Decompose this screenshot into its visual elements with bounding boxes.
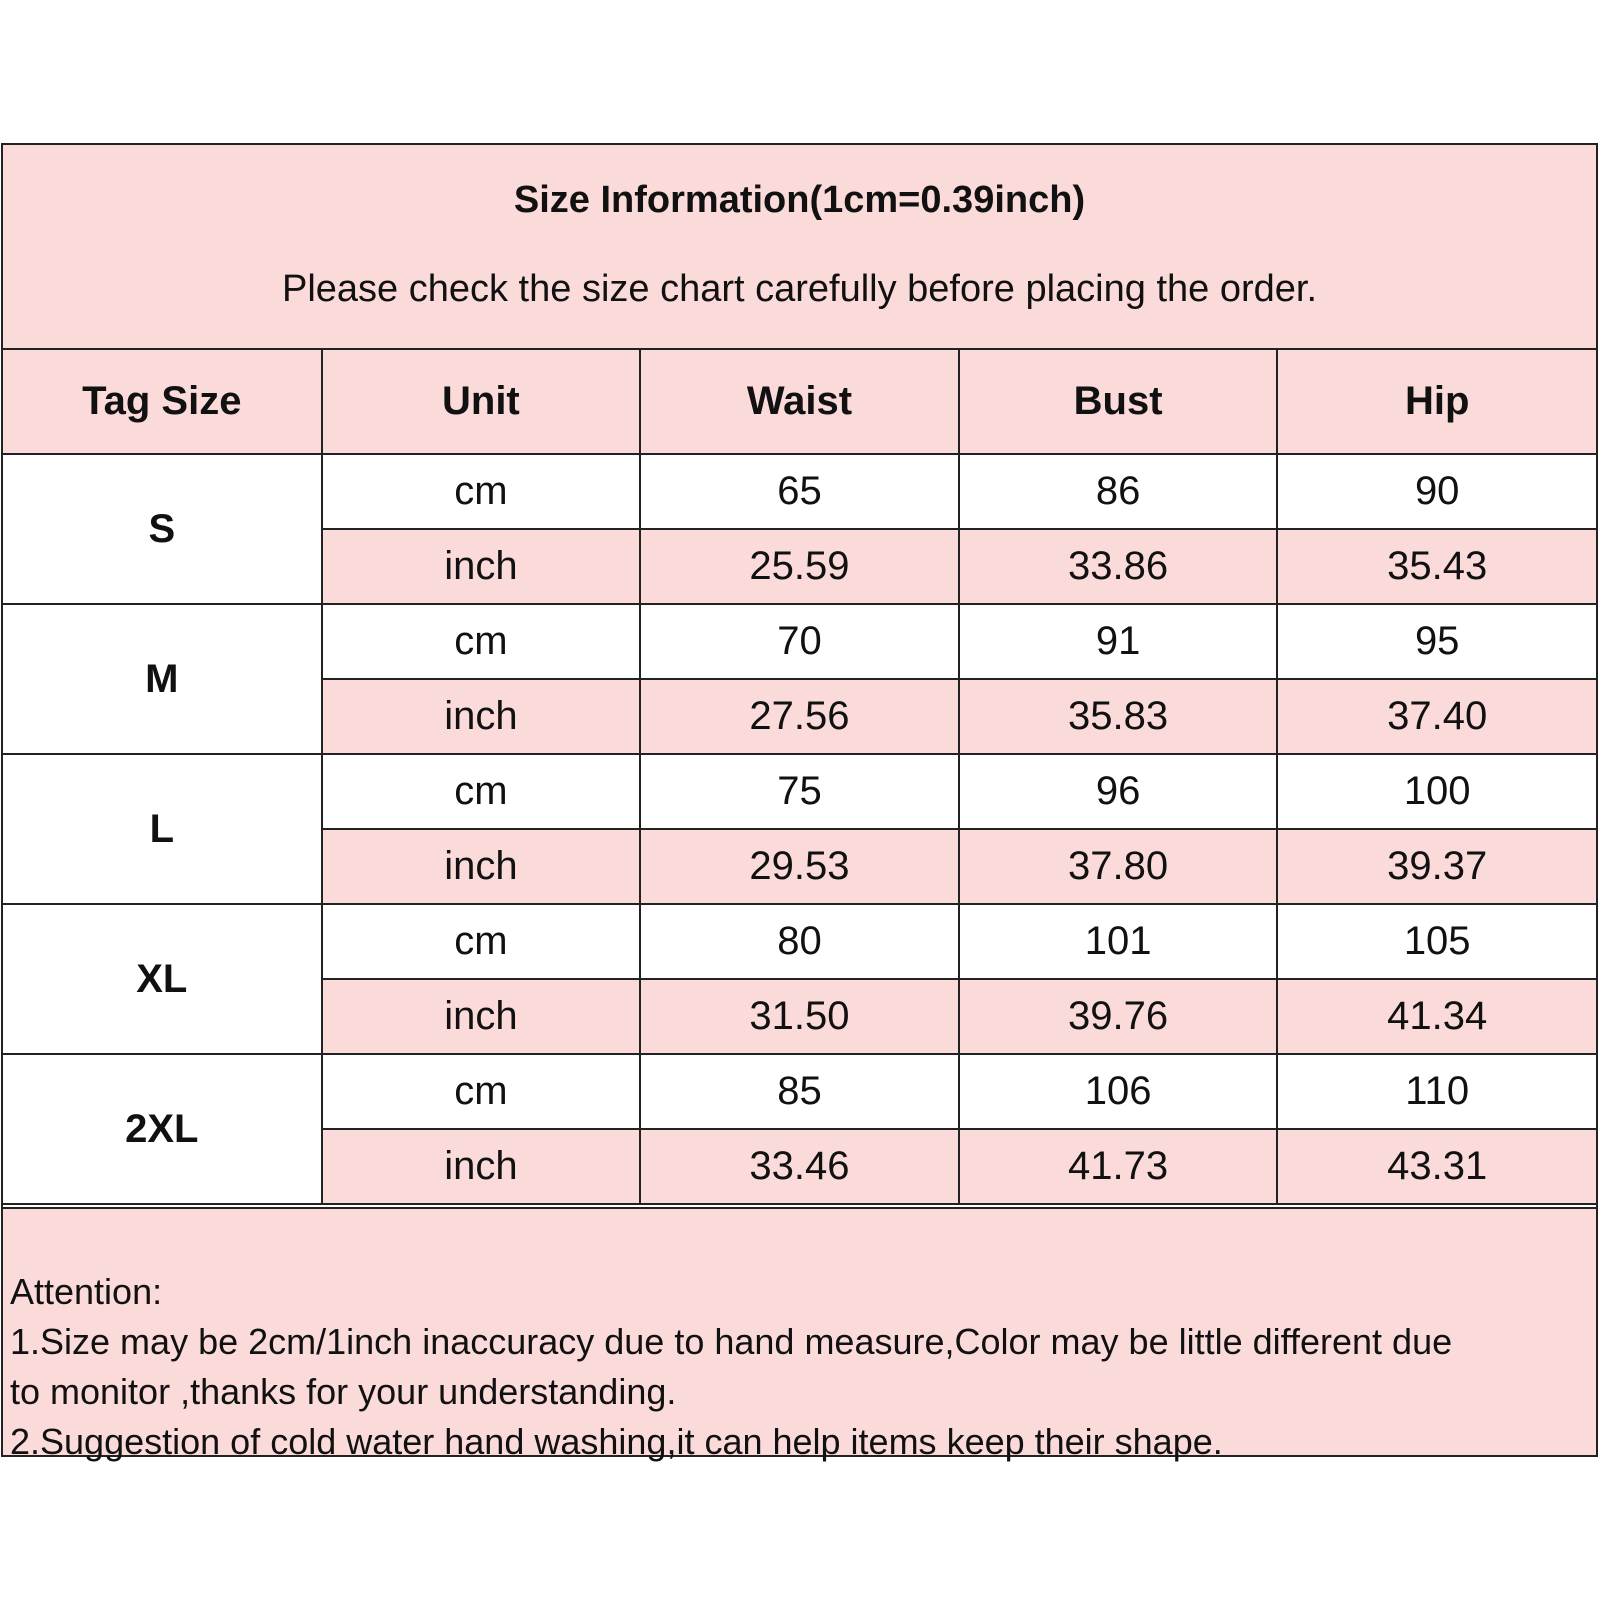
- hip-cell: 110: [1277, 1054, 1596, 1129]
- notes-line: 2.Suggestion of cold water hand washing,it can help items keep their shape.: [10, 1421, 1223, 1462]
- column-header-tag-size: Tag Size: [3, 350, 322, 454]
- tag-size-cell: M: [3, 604, 322, 754]
- table-row: [3, 904, 1596, 979]
- table-row: [3, 1054, 1596, 1129]
- tag-size-cell: XL: [3, 904, 322, 1054]
- attention-notes: [3, 1207, 1596, 1462]
- unit-cell: cm: [322, 604, 641, 679]
- bust-cell: 86: [959, 454, 1278, 529]
- hip-cell: 105: [1277, 904, 1596, 979]
- unit-cell: inch: [322, 829, 641, 904]
- unit-cell: cm: [322, 1054, 641, 1129]
- unit-cell: cm: [322, 904, 641, 979]
- hip-cell: 100: [1277, 754, 1596, 829]
- column-header-waist: Waist: [640, 350, 959, 454]
- waist-cell: 75: [640, 754, 959, 829]
- bust-cell: 91: [959, 604, 1278, 679]
- bust-cell: 39.76: [959, 979, 1278, 1054]
- tag-size-cell: 2XL: [3, 1054, 322, 1204]
- table-row: [3, 754, 1596, 829]
- unit-cell: inch: [322, 1129, 641, 1204]
- bust-cell: 96: [959, 754, 1278, 829]
- hip-cell: 37.40: [1277, 679, 1596, 754]
- hip-cell: 35.43: [1277, 529, 1596, 604]
- waist-cell: 80: [640, 904, 959, 979]
- tag-size-cell: L: [3, 754, 322, 904]
- hip-cell: 41.34: [1277, 979, 1596, 1054]
- unit-cell: inch: [322, 529, 641, 604]
- waist-cell: 29.53: [640, 829, 959, 904]
- bust-cell: 37.80: [959, 829, 1278, 904]
- unit-cell: inch: [322, 979, 641, 1054]
- hip-cell: 90: [1277, 454, 1596, 529]
- column-header-unit: Unit: [322, 350, 641, 454]
- waist-cell: 70: [640, 604, 959, 679]
- size-chart-title: Size Information(1cm=0.39inch): [513, 179, 1086, 221]
- size-chart-header: [3, 145, 1596, 350]
- column-header-bust: Bust: [959, 350, 1278, 454]
- table-header-row: [3, 350, 1596, 454]
- hip-cell: 43.31: [1277, 1129, 1596, 1204]
- size-chart-subtitle: Please check the size chart carefully before placing the order.: [281, 268, 1318, 310]
- waist-cell: 31.50: [640, 979, 959, 1054]
- waist-cell: 85: [640, 1054, 959, 1129]
- notes-heading: Attention:: [10, 1271, 163, 1312]
- waist-cell: 27.56: [640, 679, 959, 754]
- hip-cell: 39.37: [1277, 829, 1596, 904]
- column-header-hip: Hip: [1277, 350, 1596, 454]
- table-row: [3, 454, 1596, 529]
- size-table: [3, 350, 1596, 1205]
- unit-cell: inch: [322, 679, 641, 754]
- waist-cell: 65: [640, 454, 959, 529]
- bust-cell: 41.73: [959, 1129, 1278, 1204]
- bust-cell: 35.83: [959, 679, 1278, 754]
- notes-line: 1.Size may be 2cm/1inch inaccuracy due to hand measure,Color may be little different due: [10, 1321, 1453, 1362]
- tag-size-cell: S: [3, 454, 322, 604]
- waist-cell: 33.46: [640, 1129, 959, 1204]
- bust-cell: 33.86: [959, 529, 1278, 604]
- table-row: [3, 604, 1596, 679]
- unit-cell: cm: [322, 454, 641, 529]
- bust-cell: 106: [959, 1054, 1278, 1129]
- notes-line: to monitor ,thanks for your understanding.: [10, 1371, 677, 1412]
- bust-cell: 101: [959, 904, 1278, 979]
- hip-cell: 95: [1277, 604, 1596, 679]
- size-chart-sheet: [1, 143, 1598, 1462]
- waist-cell: 25.59: [640, 529, 959, 604]
- unit-cell: cm: [322, 754, 641, 829]
